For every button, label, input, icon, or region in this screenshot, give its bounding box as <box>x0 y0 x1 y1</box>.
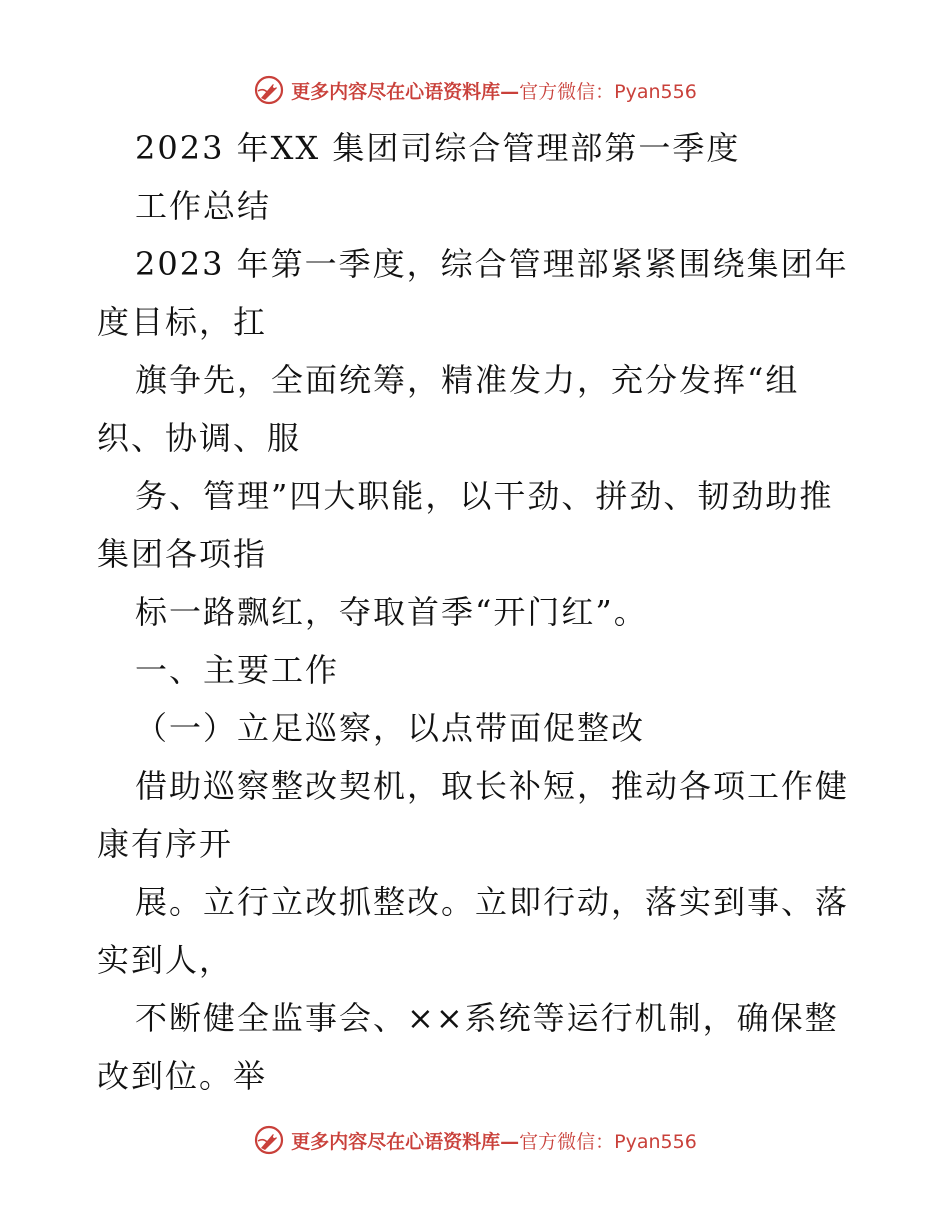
watermark-text <box>291 77 697 104</box>
paragraph-line: 2023 年第一季度，综合管理部紧紧围绕集团年 <box>135 245 849 283</box>
paragraph-line: 康有序开 <box>97 825 234 863</box>
subsection-heading: （一）立足巡察，以点带面促整改 <box>135 709 646 747</box>
pen-nib-circle-icon <box>253 1124 285 1156</box>
paragraph-line: 度目标，扛 <box>97 303 268 341</box>
document-title-line-2: 工作总结 <box>135 187 272 225</box>
watermark-banner-bottom <box>0 1120 950 1160</box>
section-heading: 一、主要工作 <box>135 651 340 689</box>
pen-nib-circle-icon <box>253 74 285 106</box>
paragraph-line: 集团各项指 <box>97 535 268 573</box>
paragraph-line: 改到位。举 <box>97 1057 268 1095</box>
paragraph-line: 织、协调、服 <box>97 419 302 457</box>
watermark-dash: — <box>500 80 520 103</box>
watermark-wechat-text: 官方微信：Pyan556 <box>519 1130 697 1153</box>
document-title-line-1: 2023 年XX 集团司综合管理部第一季度 <box>135 129 741 167</box>
paragraph-line: 务、管理”四大职能，以干劲、拼劲、韧劲助推 <box>135 477 834 515</box>
paragraph-line: 旗争先，全面统筹，精准发力，充分发挥“组 <box>135 361 800 399</box>
paragraph-line: 不断健全监事会、××系统等运行机制，确保整 <box>135 999 839 1037</box>
watermark-dash: — <box>500 1130 520 1153</box>
paragraph-line: 标一路飘红，夺取首季“开门红”。 <box>135 593 648 631</box>
paragraph-line: 借助巡察整改契机，取长补短，推动各项工作健 <box>135 767 850 805</box>
watermark-site-text: 更多内容尽在心语资料库 <box>291 1130 501 1153</box>
paragraph-line: 展。立行立改抓整改。立即行动，落实到事、落 <box>135 883 850 921</box>
watermark-banner-top <box>0 70 950 110</box>
watermark-wechat-text: 官方微信：Pyan556 <box>519 80 697 103</box>
watermark-site-text: 更多内容尽在心语资料库 <box>291 80 501 103</box>
watermark-text <box>291 1127 697 1154</box>
paragraph-line: 实到人， <box>97 941 234 979</box>
